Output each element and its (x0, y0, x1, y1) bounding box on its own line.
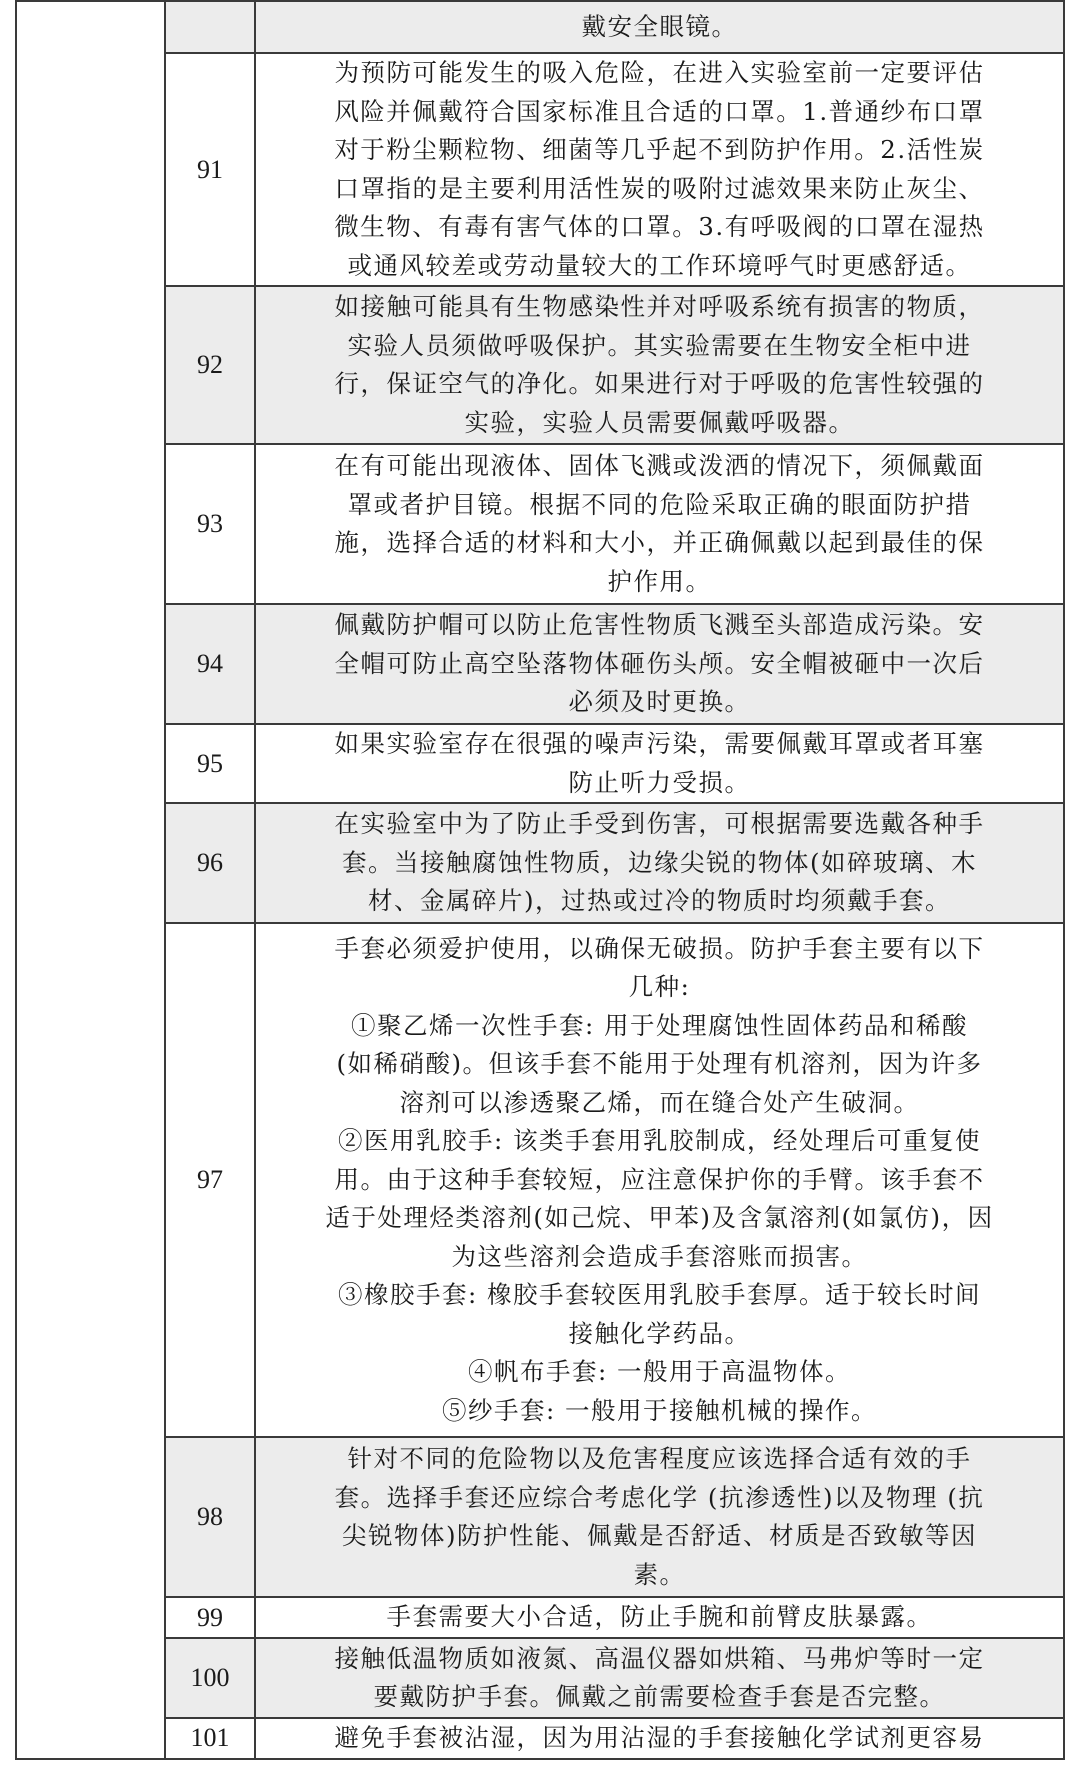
table-row (16, 286, 1064, 444)
text-line: 材、金属碎片)，过热或过冷的物质时均须戴手套。 (367, 886, 952, 916)
text-line: 对于粉尘颗粒物、细菌等几乎起不到防护作用。2.活性炭 (334, 135, 985, 164)
text-line: 佩戴防护帽可以防止危害性物质飞溅至头部造成污染。安 (334, 610, 985, 640)
row-text (255, 923, 1064, 1437)
row-text (255, 53, 1064, 286)
row-number: 91 (165, 53, 255, 286)
text-line: ④帆布手套: 一般用于高温物体。 (467, 1357, 852, 1387)
row-text (255, 1638, 1064, 1718)
text-line: 接触低温物质如液氮、高温仪器如烘箱、马弗炉等时一定 (334, 1643, 985, 1673)
text-line: 用。由于这种手套较短，应注意保护你的手臂。该手套不 (334, 1164, 985, 1194)
text-line: 针对不同的危险物以及危害程度应该选择合适有效的手 (347, 1444, 972, 1473)
table-row (16, 803, 1064, 923)
text-line: 为预防可能发生的吸入危险，在进入实验室前一定要评估 (334, 58, 985, 87)
table-row (16, 604, 1064, 724)
text-line: 避免手套被沾湿，因为用沾湿的手套接触化学试剂更容易 (334, 1723, 985, 1752)
table-row (16, 1597, 1064, 1638)
text-line: 戴安全眼镜。 (581, 11, 738, 41)
table-row (16, 1437, 1064, 1597)
table-row (16, 1, 1064, 53)
text-line: 必须及时更换。 (568, 687, 751, 717)
text-line: 实验人员须做呼吸保护。其实验需要在生物安全柜中进 (347, 330, 972, 360)
row-text (255, 1, 1064, 53)
regulations-table (15, 0, 1065, 1760)
row-number (165, 1, 255, 53)
text-line: 为这些溶剂会造成手套溶账而损害。 (451, 1241, 868, 1271)
text-line: ②医用乳胶手: 该类手套用乳胶制成，经处理后可重复使 (337, 1126, 982, 1156)
table-row (16, 1638, 1064, 1718)
row-text (255, 444, 1064, 604)
text-line: 防止听力受损。 (568, 767, 751, 797)
text-line: 套。当接触腐蚀性物质，边缘尖锐的物体(如碎玻璃、木 (341, 847, 978, 877)
text-line: (如稀硝酸)。但该手套不能用于处理有机溶剂，因为许多 (336, 1049, 983, 1079)
row-number: 97 (165, 923, 255, 1437)
table-row (16, 444, 1064, 604)
text-line: ⑤纱手套: 一般用于接触机械的操作。 (441, 1395, 878, 1425)
row-number: 99 (165, 1597, 255, 1638)
row-number: 96 (165, 803, 255, 923)
text-line: 或通风较差或劳动量较大的工作环境呼气时更感舒适。 (347, 250, 972, 280)
table-row (16, 923, 1064, 1437)
row-text (255, 604, 1064, 724)
row-text (255, 1597, 1064, 1638)
row-text (255, 1437, 1064, 1597)
text-line: ①聚乙烯一次性手套: 用于处理腐蚀性固体药品和稀酸 (350, 1010, 969, 1040)
text-line: 几种: (628, 972, 691, 1002)
text-line: 施，选择合适的材料和大小，并正确佩戴以起到最佳的保 (334, 528, 985, 557)
row-number: 98 (165, 1437, 255, 1597)
row-number: 101 (165, 1718, 255, 1759)
text-line: 护作用。 (607, 566, 712, 596)
text-line: 如果实验室存在很强的噪声污染，需要佩戴耳罩或者耳塞 (334, 729, 985, 758)
text-line: 行，保证空气的净化。如果进行对于呼吸的危害性较强的 (334, 369, 985, 398)
row-text (255, 803, 1064, 923)
text-line: 全帽可防止高空坠落物体砸伤头颅。安全帽被砸中一次后 (334, 648, 985, 678)
text-line: 溶剂可以渗透聚乙烯，而在缝合处产生破洞。 (399, 1087, 920, 1117)
text-line: 风险并佩戴符合国家标准且合适的口罩。1.普通纱布口罩 (334, 96, 985, 126)
row-number: 100 (165, 1638, 255, 1718)
table-row (16, 724, 1064, 803)
text-line: 套。选择手套还应综合考虑化学 (抗渗透性)以及物理 (抗 (334, 1482, 985, 1512)
row-number: 92 (165, 286, 255, 444)
text-line: 在实验室中为了防止手受到伤害，可根据需要选戴各种手 (334, 809, 985, 839)
text-line: 在有可能出现液体、固体飞溅或泼洒的情况下，须佩戴面 (334, 451, 985, 480)
row-text (255, 286, 1064, 444)
row-text (255, 724, 1064, 803)
table-row (16, 53, 1064, 286)
text-line: 微生物、有毒有害气体的口罩。3.有呼吸阀的口罩在湿热 (334, 212, 985, 241)
row-number: 94 (165, 604, 255, 724)
text-line: 罩或者护目镜。根据不同的危险采取正确的眼面防护措 (347, 489, 972, 519)
text-line: 实验，实验人员需要佩戴呼吸器。 (464, 407, 855, 437)
table-body (16, 1, 1064, 1759)
text-line: 接触化学药品。 (568, 1318, 751, 1348)
left-category-cell (16, 1, 165, 1759)
text-line: 尖锐物体)防护性能、佩戴是否舒适、材质是否致敏等因 (341, 1521, 978, 1550)
text-line: 要戴防护手套。佩戴之前需要检查手套是否完整。 (373, 1682, 946, 1711)
table-row (16, 1718, 1064, 1759)
row-text (255, 1718, 1064, 1759)
text-line: 适于处理烃类溶剂(如己烷、甲苯)及含氯溶剂(如氯仿)，因 (325, 1203, 994, 1233)
text-line: ③橡胶手套: 橡胶手套较医用乳胶手套厚。适于较长时间 (337, 1280, 982, 1310)
row-number: 95 (165, 724, 255, 803)
text-line: 手套需要大小合适，防止手腕和前臂皮肤暴露。 (386, 1602, 933, 1632)
text-line: 口罩指的是主要利用活性炭的吸附过滤效果来防止灰尘、 (334, 173, 985, 203)
text-line: 手套必须爱护使用，以确保无破损。防护手套主要有以下 (334, 933, 985, 963)
text-line: 素。 (633, 1559, 686, 1589)
text-line: 如接触可能具有生物感染性并对呼吸系统有损害的物质， (334, 292, 985, 321)
row-number: 93 (165, 444, 255, 604)
